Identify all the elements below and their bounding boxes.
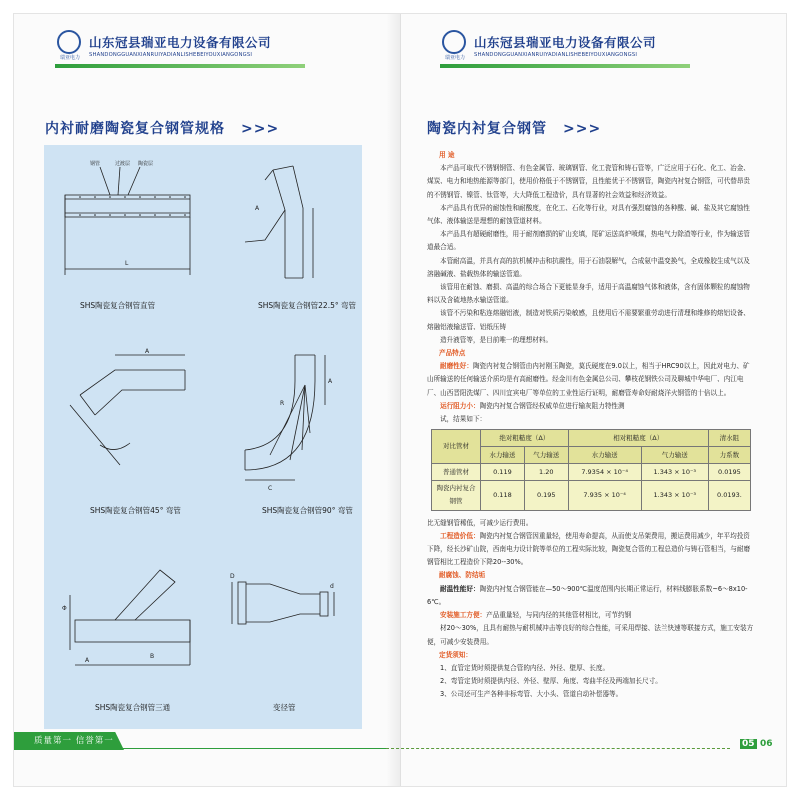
caption-reducer: 变径管 [273, 703, 296, 712]
heading-features: 产品特点 [439, 349, 466, 358]
caption-bend-22: SHS陶瓷复合钢管22.5° 弯管 [258, 301, 356, 310]
footer-line [110, 748, 386, 749]
label-phi: Φ [62, 605, 67, 612]
table-row [432, 464, 751, 481]
specs-title-text: 内衬耐磨陶瓷复合钢管规格 [45, 121, 225, 137]
diagram-bend-22 [235, 160, 335, 290]
resistance-label: 运行阻力小： [440, 401, 480, 410]
table-subheader: 水力输送 [481, 447, 525, 464]
right-page-header [440, 28, 656, 62]
table-cell: 1.343 × 10⁻³ [641, 481, 708, 510]
order-note: 2、弯管定货时须提供内径、外径、壁厚、角度、弯曲半径及两端加长尺寸。 [440, 677, 662, 686]
company-pinyin: SHANDONGGUANXIANRUIYADIANLISHEBEIYOUXIANGONGSI [89, 51, 253, 58]
temp-text: 陶瓷内衬复合钢管能在—50～900℃温度范围内长期正常运行，材料线膨胀系数~6～8x10-6℃。 [427, 584, 748, 606]
wear-label: 耐磨性好： [440, 362, 473, 371]
install-text: 产品重量轻，与同内径的其他管材相比，可节约钢 [486, 611, 632, 620]
table-cell: 1.20 [524, 464, 568, 481]
label-A: A [145, 348, 150, 355]
header-accent-line [440, 64, 690, 68]
label-A: A [255, 205, 260, 212]
table-subheader: 水力输送 [568, 447, 641, 464]
diagram-bend-45 [60, 335, 210, 475]
title-arrows: >>> [241, 121, 280, 137]
table-cell: 普通管材 [432, 464, 481, 481]
company-name: 山东冠县瑞亚电力设备有限公司 [474, 34, 657, 50]
paragraph: 本产品可取代不锈钢钢管、有色金属管、玻璃钢管、化工瓷管和铸石管等，广泛应用于石化、化工、冶金、煤炭、电力和地热能源等部门，使用价格低于不锈钢管，且性能优于不锈钢管，陶瓷内衬复合钢管，可代替昂贵的不锈钢管、镍管、钛管等，大大降低工程造价，具有显著的社会效益和经济效益。 [427, 164, 751, 199]
logo-text: 瑞亚电力 [59, 55, 80, 61]
logo-text: 瑞亚电力 [444, 55, 465, 61]
table-cell: 1.343 × 10⁻³ [641, 464, 708, 481]
paragraph: 本产品具有超硬耐磨性，用于耐剂磨损的矿山充填，尾矿运送高炉喷煤，热电气力除渣等行业，作为输送管道最合适。 [427, 230, 750, 252]
heading-use: 用 途 [439, 151, 455, 159]
label-L: L [125, 260, 129, 267]
resistance-text: 陶瓷内衬复合钢管经权威单位进行输灰阻力特性测 [479, 401, 625, 410]
paragraph: 本管耐高温，并具有高的抗机械冲击和抗震性，用于石油裂解气，合成氨中温变换气，全成橡胶生成气以及溶融碱液、盐载热体的输送管道。 [427, 256, 750, 278]
temp-label: 耐温性能好： [440, 584, 480, 593]
table-subheader: 气力输送 [641, 447, 708, 464]
feature-cost [427, 530, 755, 570]
table-header: 对比管材 [432, 430, 481, 464]
table-row [432, 481, 751, 510]
feature-wear [427, 360, 755, 400]
table-cell: 7.9354 × 10⁻⁴ [568, 464, 641, 481]
cost-label: 工程造价低： [440, 531, 480, 540]
paragraph: 比无缝钢管稀低，可减少运行费用。 [427, 518, 533, 527]
diagram-bend-90 [240, 345, 340, 495]
paragraph: 造升液管等，是目前唯一的理想材料。 [440, 335, 553, 344]
wear-text: 陶瓷内衬复合钢管由内衬刚玉陶瓷，莫氏硬度在9.0以上，相当于HRC90以上，因此对电力、矿山所输送的任何输送介质均是有高耐磨性。经金川有色金属总公司、攀枝花钢铁公司及聊城中华电厂、内江电厂、山西晋阳洗煤厂、四川宜宾电厂等单位的工业性运行证明，耐磨管寿命好耐烧洋火钢管的十倍以上。 [427, 362, 750, 397]
company-logo [440, 30, 470, 60]
product-section-title [427, 118, 601, 138]
roughness-comparison-table [431, 429, 751, 510]
label-B: B [150, 653, 155, 660]
label-steel: 钢管 [90, 161, 101, 167]
page-number-left: 05 [742, 739, 755, 749]
caption-straight: SHS陶瓷复合钢管直管 [80, 301, 156, 310]
table-cell: 0.0195 [708, 464, 750, 481]
paragraph: 该管用在耐蚀、磨损、高温的综合场合下更能显身手，适用于高温腐蚀气体和液体，含有固体颗粒的腐蚀物料以及含硫地热水输送管道。 [427, 283, 750, 305]
table-cell: 0.119 [481, 464, 525, 481]
table-cell: 7.935 × 10⁻⁴ [568, 481, 641, 510]
company-name: 山东冠县瑞亚电力设备有限公司 [89, 34, 272, 50]
feature-temperature [427, 583, 755, 609]
paragraph: 该管不污染和粘连熔融铝液，制造对铁质污染敏感，且使用后不需要繁重劳动进行清理和维修的熔铝设备、熔融铝液输送管、铝纸压铸 [427, 309, 750, 331]
table-cell: 0.0193. [708, 481, 750, 510]
footer-slogan: 质量第一 信誉第一 [34, 736, 114, 746]
footer-dashed-line [386, 748, 730, 749]
label-d: d [330, 583, 334, 590]
caption-bend-90: SHS陶瓷复合钢管90° 弯管 [262, 506, 353, 515]
table-cell: 陶瓷内衬复合钢管 [432, 481, 481, 510]
table-subheader: 力系数 [708, 447, 750, 464]
diagram-tee [60, 540, 200, 680]
label-D: D [230, 573, 235, 580]
product-title-text: 陶瓷内衬复合钢管 [427, 121, 547, 137]
company-pinyin: SHANDONGGUANXIANRUIYADIANLISHEBEIYOUXIANGONGSI [474, 51, 638, 58]
label-A: A [85, 657, 90, 664]
label-ceramic: 陶瓷层 [138, 161, 154, 167]
logo-circle-icon [57, 30, 81, 54]
table-header: 清水阻 [708, 430, 750, 447]
feature-install [427, 609, 755, 622]
diagram-reducer [230, 570, 340, 660]
company-logo [55, 30, 85, 60]
page-fold [400, 14, 401, 786]
left-page-header [55, 28, 271, 62]
logo-circle-icon [442, 30, 466, 54]
label-transition: 过渡层 [115, 161, 131, 167]
label-A: A [328, 378, 333, 385]
fold-shadow [386, 14, 400, 786]
cost-text: 陶瓷内衬复合钢管因重量轻，使用寿命提高，从而使支吊架费用，搬运费用减少，年平均投资下降，经长沙矿山院，西南电力设计院等单位的工程实际比较，陶瓷复合管的工程总造价与铸石管相当，与耐磨钢管相比工程造价下降20--30%。 [427, 531, 751, 567]
paragraph: 试，结果如下： [440, 415, 487, 424]
install-label: 安装施工方便： [440, 611, 487, 620]
product-description [427, 149, 755, 702]
title-arrows: >>> [563, 121, 602, 137]
table-subheader: 气力输送 [524, 447, 568, 464]
paragraph: 材20～30%，且具有耐热与耐机械冲击等良好的综合性能，可采用焊接、法兰快速等联接方式，施工安装方便，可减少安装费用。 [427, 624, 754, 646]
table-header: 相对粗糙度（Δ） [568, 430, 708, 447]
specs-section-title [45, 118, 279, 138]
label-C: C [268, 485, 273, 492]
caption-bend-45: SHS陶瓷复合钢管45° 弯管 [90, 506, 181, 515]
heading-order: 定货须知： [439, 650, 472, 659]
table-header: 绝对粗糙度（Δ） [481, 430, 569, 447]
order-note: 3、公司还可生产各种非标弯管、大小头、管道自动补偿器等。 [440, 690, 623, 699]
page-number-right: 06 [760, 739, 773, 749]
paragraph: 本产品具有优异的耐蚀性和耐酸度，在化工、石化等行业，对具有强烈腐蚀的各种酸、碱、盐及其它腐蚀性气体、液体输送是理想的耐蚀管道材料。 [427, 203, 750, 226]
order-note: 1、直管定货时须提供复合管的内径、外径、壁厚、长度。 [440, 663, 610, 672]
feature-resistance [427, 400, 755, 413]
heading-anticorrosion: 耐腐蚀、防结垢 [439, 571, 486, 580]
caption-tee: SHS陶瓷复合钢管三通 [95, 703, 171, 712]
table-cell: 0.118 [481, 481, 525, 510]
table-cell: 0.195 [524, 481, 568, 510]
header-accent-line [55, 64, 305, 68]
diagram-straight-pipe [60, 161, 200, 290]
label-R: R [280, 400, 285, 407]
